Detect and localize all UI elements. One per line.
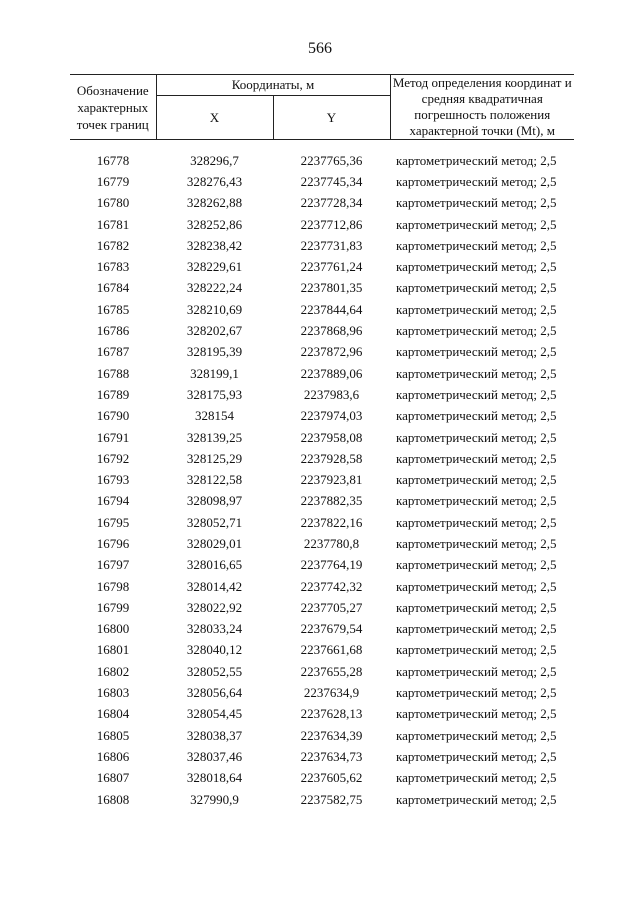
table-row bbox=[70, 469, 574, 490]
table-row bbox=[70, 342, 574, 363]
y-coordinate-cell: 2237742,32 bbox=[300, 578, 363, 594]
method-cell: картометрический метод; 2,5 bbox=[396, 429, 557, 445]
method-cell: картометрический метод; 2,5 bbox=[396, 642, 557, 658]
y-coordinate-cell: 2237679,54 bbox=[300, 621, 363, 637]
method-cell: картометрический метод; 2,5 bbox=[396, 408, 557, 424]
header-x: X bbox=[156, 95, 273, 139]
point-id-cell: 16781 bbox=[96, 216, 130, 232]
x-coordinate-cell: 328125,29 bbox=[186, 450, 243, 466]
method-cell: картометрический метод; 2,5 bbox=[396, 216, 557, 232]
y-coordinate-cell: 2237822,16 bbox=[300, 514, 363, 530]
y-coordinate-cell: 2237844,64 bbox=[300, 301, 363, 317]
table-row bbox=[70, 789, 574, 810]
table-row bbox=[70, 406, 574, 427]
point-id-cell: 16806 bbox=[96, 748, 130, 764]
x-coordinate-cell: 328056,64 bbox=[186, 685, 243, 701]
x-coordinate-cell: 328029,01 bbox=[186, 535, 243, 551]
y-coordinate-cell: 2237923,81 bbox=[300, 472, 363, 488]
table-row bbox=[70, 235, 574, 256]
y-coordinate-cell: 2237634,39 bbox=[300, 727, 363, 743]
y-coordinate-cell: 2237889,06 bbox=[300, 365, 363, 381]
table-row bbox=[70, 363, 574, 384]
y-coordinate-cell: 2237765,36 bbox=[300, 152, 363, 168]
page-number: 566 bbox=[308, 40, 332, 57]
method-cell: картометрический метод; 2,5 bbox=[396, 280, 557, 296]
method-cell: картометрический метод; 2,5 bbox=[396, 514, 557, 530]
x-coordinate-cell: 328014,42 bbox=[186, 578, 243, 594]
x-coordinate-cell: 328296,7 bbox=[190, 152, 239, 168]
x-coordinate-cell: 328199,1 bbox=[190, 365, 239, 381]
point-id-cell: 16798 bbox=[96, 578, 130, 594]
method-cell: картометрический метод; 2,5 bbox=[396, 663, 557, 679]
table-header bbox=[70, 75, 574, 140]
method-cell: картометрический метод; 2,5 bbox=[396, 301, 557, 317]
method-cell: картометрический метод; 2,5 bbox=[396, 727, 557, 743]
point-id-cell: 16789 bbox=[96, 386, 130, 402]
x-coordinate-cell: 328022,92 bbox=[186, 599, 243, 615]
point-id-cell: 16778 bbox=[96, 152, 130, 168]
x-coordinate-cell: 328252,86 bbox=[186, 216, 243, 232]
x-coordinate-cell: 328018,64 bbox=[186, 770, 243, 786]
table-row bbox=[70, 448, 574, 469]
point-id-cell: 16783 bbox=[96, 259, 130, 275]
y-coordinate-cell: 2237882,35 bbox=[300, 493, 363, 509]
table-row bbox=[70, 384, 574, 405]
method-cell: картометрический метод; 2,5 bbox=[396, 195, 557, 211]
table-row bbox=[70, 597, 574, 618]
method-cell: картометрический метод; 2,5 bbox=[396, 535, 557, 551]
x-coordinate-cell: 328033,24 bbox=[186, 621, 243, 637]
y-coordinate-cell: 2237745,34 bbox=[300, 173, 363, 189]
header-y: Y bbox=[273, 95, 390, 139]
point-id-cell: 16796 bbox=[96, 535, 130, 551]
table-body bbox=[70, 140, 574, 811]
x-coordinate-cell: 328262,88 bbox=[186, 195, 243, 211]
y-coordinate-cell: 2237983,6 bbox=[303, 386, 360, 402]
table-row bbox=[70, 640, 574, 661]
point-id-cell: 16780 bbox=[96, 195, 130, 211]
header-method: Метод определения координат и средняя квадратичная погрешность положения характерной точки (Mt), м bbox=[390, 75, 574, 140]
table-row bbox=[70, 193, 574, 214]
table-row bbox=[70, 661, 574, 682]
y-coordinate-cell: 2237728,34 bbox=[300, 195, 363, 211]
point-id-cell: 16790 bbox=[96, 408, 130, 424]
y-coordinate-cell: 2237731,83 bbox=[300, 237, 363, 253]
x-coordinate-cell: 328276,43 bbox=[186, 173, 243, 189]
y-coordinate-cell: 2237634,73 bbox=[300, 748, 363, 764]
point-id-cell: 16807 bbox=[96, 770, 130, 786]
table-row bbox=[70, 555, 574, 576]
header-coordinates: Координаты, м bbox=[156, 75, 390, 96]
y-coordinate-cell: 2237661,68 bbox=[300, 642, 363, 658]
method-cell: картометрический метод; 2,5 bbox=[396, 599, 557, 615]
table-row bbox=[70, 491, 574, 512]
y-coordinate-cell: 2237628,13 bbox=[300, 706, 363, 722]
table-row bbox=[70, 320, 574, 341]
method-cell: картометрический метод; 2,5 bbox=[396, 706, 557, 722]
point-id-cell: 16805 bbox=[96, 727, 130, 743]
method-cell: картометрический метод; 2,5 bbox=[396, 344, 557, 360]
x-coordinate-cell: 328154 bbox=[195, 408, 234, 424]
point-id-cell: 16786 bbox=[96, 323, 130, 339]
method-cell: картометрический метод; 2,5 bbox=[396, 685, 557, 701]
point-id-cell: 16784 bbox=[96, 280, 130, 296]
point-id-cell: 16794 bbox=[96, 493, 130, 509]
point-id-cell: 16804 bbox=[96, 706, 130, 722]
coordinates-table bbox=[70, 74, 574, 810]
method-cell: картометрический метод; 2,5 bbox=[396, 152, 557, 168]
table-row bbox=[70, 576, 574, 597]
point-id-cell: 16801 bbox=[96, 642, 130, 658]
x-coordinate-cell: 328052,71 bbox=[186, 514, 243, 530]
table-row bbox=[70, 533, 574, 554]
table-row bbox=[70, 704, 574, 725]
point-id-cell: 16800 bbox=[96, 621, 130, 637]
y-coordinate-cell: 2237780,8 bbox=[303, 535, 360, 551]
point-id-cell: 16791 bbox=[96, 429, 130, 445]
point-id-cell: 16788 bbox=[96, 365, 130, 381]
method-cell: картометрический метод; 2,5 bbox=[396, 557, 557, 573]
y-coordinate-cell: 2237634,9 bbox=[303, 685, 360, 701]
table-row bbox=[70, 725, 574, 746]
table-row bbox=[70, 746, 574, 767]
method-cell: картометрический метод; 2,5 bbox=[396, 365, 557, 381]
point-id-cell: 16792 bbox=[96, 450, 130, 466]
x-coordinate-cell: 328195,39 bbox=[186, 344, 243, 360]
y-coordinate-cell: 2237582,75 bbox=[300, 791, 363, 807]
method-cell: картометрический метод; 2,5 bbox=[396, 748, 557, 764]
point-id-cell: 16797 bbox=[96, 557, 130, 573]
y-coordinate-cell: 2237605,62 bbox=[300, 770, 363, 786]
method-cell: картометрический метод; 2,5 bbox=[396, 578, 557, 594]
method-cell: картометрический метод; 2,5 bbox=[396, 472, 557, 488]
table-row bbox=[70, 299, 574, 320]
x-coordinate-cell: 328122,58 bbox=[186, 472, 243, 488]
x-coordinate-cell: 328038,37 bbox=[186, 727, 243, 743]
y-coordinate-cell: 2237801,35 bbox=[300, 280, 363, 296]
y-coordinate-cell: 2237761,24 bbox=[300, 259, 363, 275]
point-id-cell: 16795 bbox=[96, 514, 130, 530]
method-cell: картометрический метод; 2,5 bbox=[396, 323, 557, 339]
x-coordinate-cell: 328222,24 bbox=[186, 280, 243, 296]
method-cell: картометрический метод; 2,5 bbox=[396, 791, 557, 807]
y-coordinate-cell: 2237974,03 bbox=[300, 408, 363, 424]
x-coordinate-cell: 327990,9 bbox=[190, 791, 239, 807]
point-id-cell: 16782 bbox=[96, 237, 130, 253]
table-row bbox=[70, 768, 574, 789]
table-row bbox=[70, 256, 574, 277]
y-coordinate-cell: 2237655,28 bbox=[300, 663, 363, 679]
y-coordinate-cell: 2237764,19 bbox=[300, 557, 363, 573]
x-coordinate-cell: 328037,46 bbox=[186, 748, 243, 764]
point-id-cell: 16793 bbox=[96, 472, 130, 488]
x-coordinate-cell: 328016,65 bbox=[186, 557, 243, 573]
y-coordinate-cell: 2237958,08 bbox=[300, 429, 363, 445]
method-cell: картометрический метод; 2,5 bbox=[396, 621, 557, 637]
x-coordinate-cell: 328052,55 bbox=[186, 663, 243, 679]
method-cell: картометрический метод; 2,5 bbox=[396, 493, 557, 509]
point-id-cell: 16808 bbox=[96, 791, 130, 807]
table-row bbox=[70, 214, 574, 235]
method-cell: картометрический метод; 2,5 bbox=[396, 386, 557, 402]
method-cell: картометрический метод; 2,5 bbox=[396, 259, 557, 275]
x-coordinate-cell: 328229,61 bbox=[186, 259, 243, 275]
x-coordinate-cell: 328040,12 bbox=[186, 642, 243, 658]
x-coordinate-cell: 328054,45 bbox=[186, 706, 243, 722]
table-row bbox=[70, 427, 574, 448]
point-id-cell: 16787 bbox=[96, 344, 130, 360]
table-row bbox=[70, 682, 574, 703]
y-coordinate-cell: 2237872,96 bbox=[300, 344, 363, 360]
x-coordinate-cell: 328210,69 bbox=[186, 301, 243, 317]
table-row bbox=[70, 512, 574, 533]
method-cell: картометрический метод; 2,5 bbox=[396, 173, 557, 189]
header-point-id: Обозначение характерных точек границ bbox=[70, 75, 156, 140]
point-id-cell: 16803 bbox=[96, 685, 130, 701]
point-id-cell: 16779 bbox=[96, 173, 130, 189]
point-id-cell: 16785 bbox=[96, 301, 130, 317]
x-coordinate-cell: 328175,93 bbox=[186, 386, 243, 402]
y-coordinate-cell: 2237712,86 bbox=[300, 216, 363, 232]
table-row bbox=[70, 150, 574, 171]
table-row bbox=[70, 171, 574, 192]
x-coordinate-cell: 328098,97 bbox=[186, 493, 243, 509]
method-cell: картометрический метод; 2,5 bbox=[396, 237, 557, 253]
x-coordinate-cell: 328139,25 bbox=[186, 429, 243, 445]
x-coordinate-cell: 328238,42 bbox=[186, 237, 243, 253]
table-row bbox=[70, 619, 574, 640]
y-coordinate-cell: 2237868,96 bbox=[300, 323, 363, 339]
point-id-cell: 16799 bbox=[96, 599, 130, 615]
method-cell: картометрический метод; 2,5 bbox=[396, 770, 557, 786]
y-coordinate-cell: 2237928,58 bbox=[300, 450, 363, 466]
method-cell: картометрический метод; 2,5 bbox=[396, 450, 557, 466]
point-id-cell: 16802 bbox=[96, 663, 130, 679]
x-coordinate-cell: 328202,67 bbox=[186, 323, 243, 339]
y-coordinate-cell: 2237705,27 bbox=[300, 599, 363, 615]
table-row bbox=[70, 278, 574, 299]
